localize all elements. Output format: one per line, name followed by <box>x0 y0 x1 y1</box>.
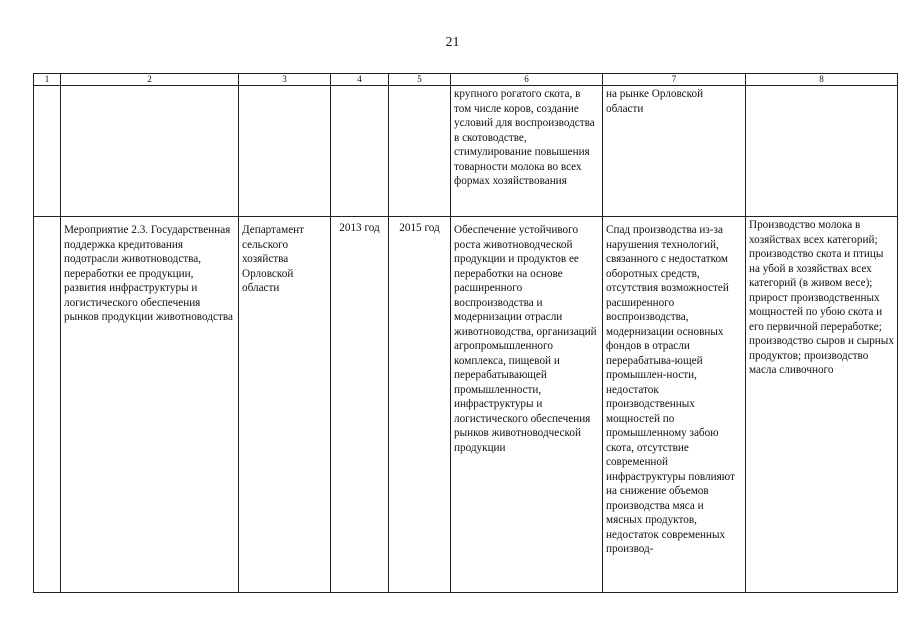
non-implementation-consequences: Спад производства из-за нарушения технологий, связанного с недостатком оборотных средств, отсутствия возможностей расширенного воспроизводства, модернизации основных фондов в отрасли перерабатыва-ющей промышлен-ности, недостаток производственных мощностей по промышленному забою скота, отсутствие современной инфраструктуры повлияют на снижение объемов производства мяса и мясных продуктов, недостаток современных производ- <box>603 217 746 593</box>
header-col-2: 2 <box>61 74 239 86</box>
header-col-7: 7 <box>603 74 746 86</box>
cell <box>331 86 389 217</box>
cell <box>34 86 61 217</box>
continued-goal-text: крупного рогатого скота, в том числе коров, создание условий для воспроизводства в скотоводстве, стимулирование повышения товарности молока во всех формах хозяйствования <box>451 86 603 217</box>
continued-row <box>34 86 898 217</box>
cell <box>389 86 451 217</box>
measure-row <box>34 217 898 593</box>
header-col-5: 5 <box>389 74 451 86</box>
header-col-1: 1 <box>34 74 61 86</box>
related-indicators: Производство молока в хозяйствах всех категорий; производство скота и птицы на убой в хозяйствах всех категорий (в живом весе); прирост производственных мощностей по убою скота и его первичной переработке; производство сыров и сырных продуктов; производство масла сливочного <box>746 217 898 593</box>
header-col-6: 6 <box>451 74 603 86</box>
cell <box>34 217 61 593</box>
responsible-executor: Департамент сельского хозяйства Орловской области <box>239 217 331 593</box>
header-col-8: 8 <box>746 74 898 86</box>
end-year: 2015 год <box>389 217 451 593</box>
continued-consequence-text: на рынке Орловской области <box>603 86 746 217</box>
column-number-header-row <box>34 74 898 86</box>
header-col-4: 4 <box>331 74 389 86</box>
start-year: 2013 год <box>331 217 389 593</box>
page-number: 21 <box>445 35 460 50</box>
cell <box>61 86 239 217</box>
program-measures-table <box>33 73 898 593</box>
expected-result: Обеспечение устойчивого роста животноводческой продукции и продуктов ее переработки на основе расширенного воспроизводства и модернизации отрасли животноводства, организаций агропромышленного комплекса, пищевой и перерабатывающей промышленности, инфраструктуры и логистического обеспечения рынков животноводческой продукции <box>451 217 603 593</box>
measure-title: Мероприятие 2.3. Государственная поддержка кредитования подотрасли животноводства, переработки ее продукции, развития инфраструктуры и логистического обеспечения рынков продукции животноводства <box>61 217 239 593</box>
header-col-3: 3 <box>239 74 331 86</box>
cell <box>746 86 898 217</box>
cell <box>239 86 331 217</box>
